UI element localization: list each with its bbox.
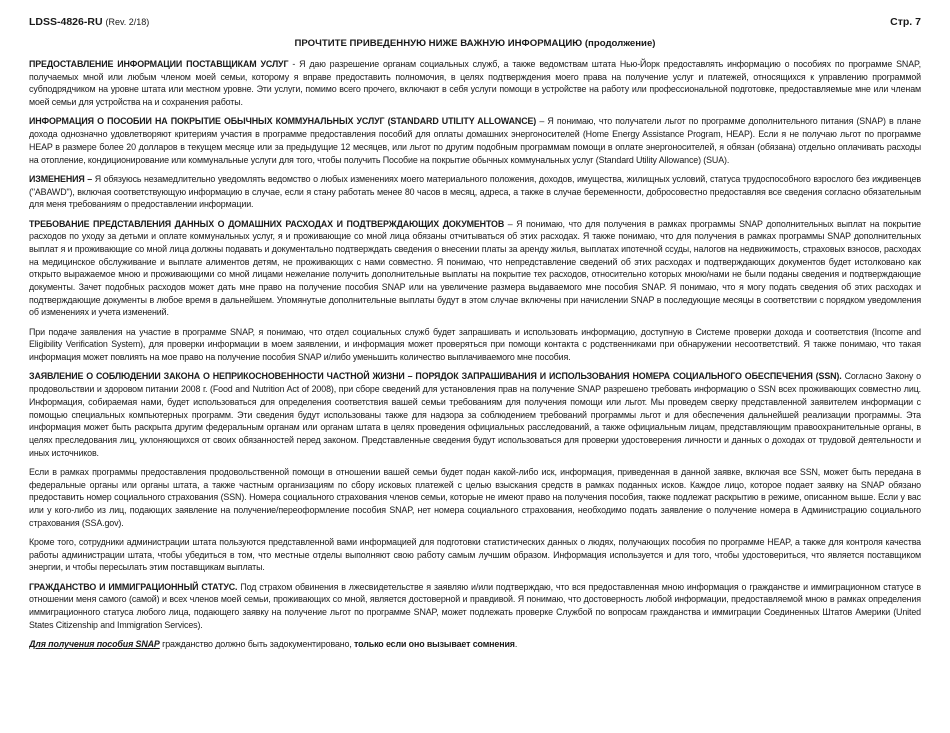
section-text: Если в рамках программы предоставления продовольственной помощи в отношении вашей семьи будет подан какой-либо иск, информация, приведенная в данной заявке, включая все SSN, может быть передана в федеральные органы или органы штата, а также частным организациям по сбору исковых платежей с целью взыскания средств в рамках поданных исков. Каждое лицо, которое подает заявку на SNAP обязано предоставить номер социального страхования (SSN). Номера социального страхования членов семьи, которые не имеют право на получения пособия, также подлежат раскрытию в режиме, описанном выше. Если у вас или у кого-либо из лиц, подающих заявление на получение/переоформление пособия SNAP, нет номера социального страхования, необходимо подать заявление о получение номера в Администрацию социального страхования (SSA.gov). <box>29 466 921 528</box>
section-citizenship <box>29 581 921 632</box>
section-claims-ssn <box>29 466 921 530</box>
final-note-middle: гражданство должно быть задокументировано, <box>159 639 355 650</box>
section-utility-allowance <box>29 115 921 166</box>
section-changes <box>29 173 921 211</box>
section-text: Под страхом обвинения в лжесвидетельстве я заявляю и/или подтверждаю, что вся предоставленная мною информация о гражданстве и иммиграционном статусе в отношении меня самого (самой) и всех членов моей семьи, проживающих со мной, является достоверной и правдивой. Я понимаю, что достоверность любой информации, предоставляемой мною в рамках определения иммиграционного статуса любого лица, подающего заявку на получение льгот по программе SNAP, может подлежать проверке Службой по вопросам гражданства и иммиграции Соединенных Штатов Америки (United States Citizenship and Immigration Services). <box>29 581 921 630</box>
page-number: Стр. 7 <box>890 16 921 28</box>
final-note-period: . <box>514 639 518 650</box>
section-service-providers <box>29 58 921 109</box>
section-heap-statistics <box>29 536 921 574</box>
section-text: - Я даю разрешение органам социальных служб, а также ведомствам штата Нью-Йорк предоставлять информацию о пособиях по программе SNAP, получаемых мной или любым членом моей семьи, которому я вправе предоставить полномочия, в целях подтверждения моего права на получение услуг и платежей, относящихся к управлению программой субподрядчиком на уровне штата или местном уровне. Эти услуги, помимо всего прочего, включают в себя услуги помощи в устройстве на работу или профессиональной подготовке, предоставляемые мне или членам моей семьи для устройства на и сохранения работы. <box>29 59 921 108</box>
form-revision: (Rev. 2/18) <box>105 17 150 27</box>
section-income-verification <box>29 326 921 364</box>
section-heading: ЗАЯВЛЕНИЕ О СОБЛЮДЕНИИ ЗАКОНА О НЕПРИКОСНОВЕННОСТИ ЧАСТНОЙ ЖИЗНИ – ПОРЯДОК ЗАПРАШИВАНИЯ И ИСПОЛЬЗОВАНИЯ НОМЕРА СОЦИАЛЬНОГО ОБЕСПЕЧЕНИЯ (SSN). <box>29 371 842 382</box>
section-heading: ИНФОРМАЦИЯ О ПОСОБИИ НА ПОКРЫТИЕ ОБЫЧНЫХ КОММУНАЛЬНЫХ УСЛУГ (STANDARD UTILITY ALLOWANCE) <box>29 116 537 127</box>
final-note-emphasis: только если оно вызывает сомнения <box>354 639 515 650</box>
section-household-expenses <box>29 218 921 320</box>
final-note <box>29 638 921 651</box>
section-heading: ТРЕБОВАНИЕ ПРЕДСТАВЛЕНИЯ ДАННЫХ О ДОМАШНИХ РАСХОДАХ И ПОДТВЕРЖДАЮЩИХ ДОКУМЕНТОВ <box>29 218 505 229</box>
page-title: ПРОЧТИТЕ ПРИВЕДЕННУЮ НИЖЕ ВАЖНУЮ ИНФОРМАЦИЮ (продолжение) <box>294 38 656 49</box>
section-text: Кроме того, сотрудники администрации штата пользуются представленной вами информацией для подготовки статистических данных о людях, получающих пособия по программе HEAP, а также для контроля качества работы администрации штата, чтобы убедиться в том, что местные отделы выполняют свою работу самым лучшим образом. Информация используется и для того, чтобы удостовериться, что является поставщиком энергии, и чтобы пересылать этим поставщикам выплаты. <box>29 537 921 573</box>
section-text: – Я понимаю, что для получения в рамках программы SNAP дополнительных выплат на покрытие расходов по уходу за детьми и оплате коммунальных услуг, я и проживающие со мной лица обязаны отчитываться об этих расходах. Я также понимаю, что для получения в рамках программы SNAP дополнительных выплат я и проживающие со мной лица должны подавать и документально подтверждать сведения о внесении платы за аренду жилья, выплатах ипотечной ссуды, налогов на недвижимость, страховых взносов, расходах на медицинское обслуживание и выплате алиментов детям, не проживающих с нами совместно. Я понимаю, что непредставление сведений об этих расходах и подтверждающих документов будет истолковано как открыто выражаемое мною и проживающими со мной лицами нежелание получить дополнительные выплаты на покрытие тех расходов, относительно которых мною/нами не были поданы сведения и подтверждающие документы. Зачет подобных расходов может дать мне право на получение пособия SNAP или на увеличение размера выдаваемого мне пособия SNAP. Я понимаю, что я могу подать сведения об этих расходах и подтверждающие документы в любое время в дальнейшем. Упомянутые дополнительные выплаты будут в этом случае включены при начислении SNAP в последующие месяцы в соответствии с порядком уведомления об изменениях и учета изменений. <box>29 218 921 318</box>
section-heading: ИЗМЕНЕНИЯ – <box>29 173 93 184</box>
section-privacy-act <box>29 370 921 459</box>
section-heading: ГРАЖДАНСТВО И ИММИГРАЦИОННЫЙ СТАТУС. <box>29 581 238 592</box>
form-identifier <box>29 16 149 29</box>
section-text: – Я понимаю, что получатели льгот по программе дополнительного питания (SNAP) в плане дохода однозначно удовлетворяют критериям участия в программе предоставления пособий для оплаты домашних энергоносителей (Home Energy Assistance Program, HEAP). Если я не получаю льгот по программе HEAP в размере более 20 долларов в текущем месяце или за предыдущие 12 месяцев, или льгот по другим подобным программам помощи в оплате энергоносителей, я обязан (обязана) отдельно оплачивать расходы на отопление, кондиционирование или коммунальные услуги для того, чтобы получить Пособие на покрытие обычных коммунальных услуг (Standard Utility Allowance) (SUA). <box>29 116 921 165</box>
document-page <box>29 16 921 721</box>
section-text: При подаче заявления на участие в программе SNAP, я понимаю, что отдел социальных служб будет запрашивать и использовать информацию, доступную в Системе проверки дохода и соответствия (Income and Eligibility Verification System), для проверки информации в моем заявлении, и информация может проверяться при помощи контакта с родственниками при обнаружении несоответствий. Я также понимаю, что такая информация может повлиять на мое право на получение пособия SNAP и/либо уменьшить количество выплачиваемого мне пособия. <box>29 326 921 363</box>
form-id: LDSS-4826-RU <box>29 16 103 28</box>
final-note-lead: Для получения пособия SNAP <box>29 639 160 650</box>
section-heading: ПРЕДОСТАВЛЕНИЕ ИНФОРМАЦИИ ПОСТАВЩИКАМ УСЛУГ <box>29 59 289 69</box>
page-header <box>29 16 921 29</box>
section-text: Я обязуюсь незамедлительно уведомлять ведомство о любых изменениях моего материального положения, доходов, имущества, жилищных условий, статуса трудоспособного взрослого без иждивенцев ("ABAWD"), включая соответствующую информацию в случае, если я стану работать менее 80 часов в месяц, адреса, а также в случае беременности, добросовестно предоставляя все сведения согласно обязательным для меня требованиям о предоставлении информации. <box>29 173 921 210</box>
section-text: Согласно Закону о продовольствии и здоровом питании 2008 г. (Food and Nutrition Act of 2008), при сборе сведений для установления прав на получение SNAP разрешено требовать информацию о SSN всех проживающих совместно лиц. Информация, собираемая нами, будет использоваться для определения соответствия вашей семьи требованиям для получения помощи или льгот. Мы проведем сверку представленной заявителем информации с помощью специальных компьютерных программ. Эти сведения будут использованы также для надзора за соблюдением требований программы льгот и для обеспечения дальнейшей реализации программы. Эта информация может быть раскрыта другим федеральным органам или органам штата в целях проведения официальных расследований, а также официальным лицам, представляющим правоохранительные органы, в целях преследования лиц, уклоняющихся от своих обязанностей перед законом. Представленные сведения будут использоваться для проверки удостоверения личности и данных о доходах от трудовой деятельности и иных источников. <box>29 371 921 458</box>
